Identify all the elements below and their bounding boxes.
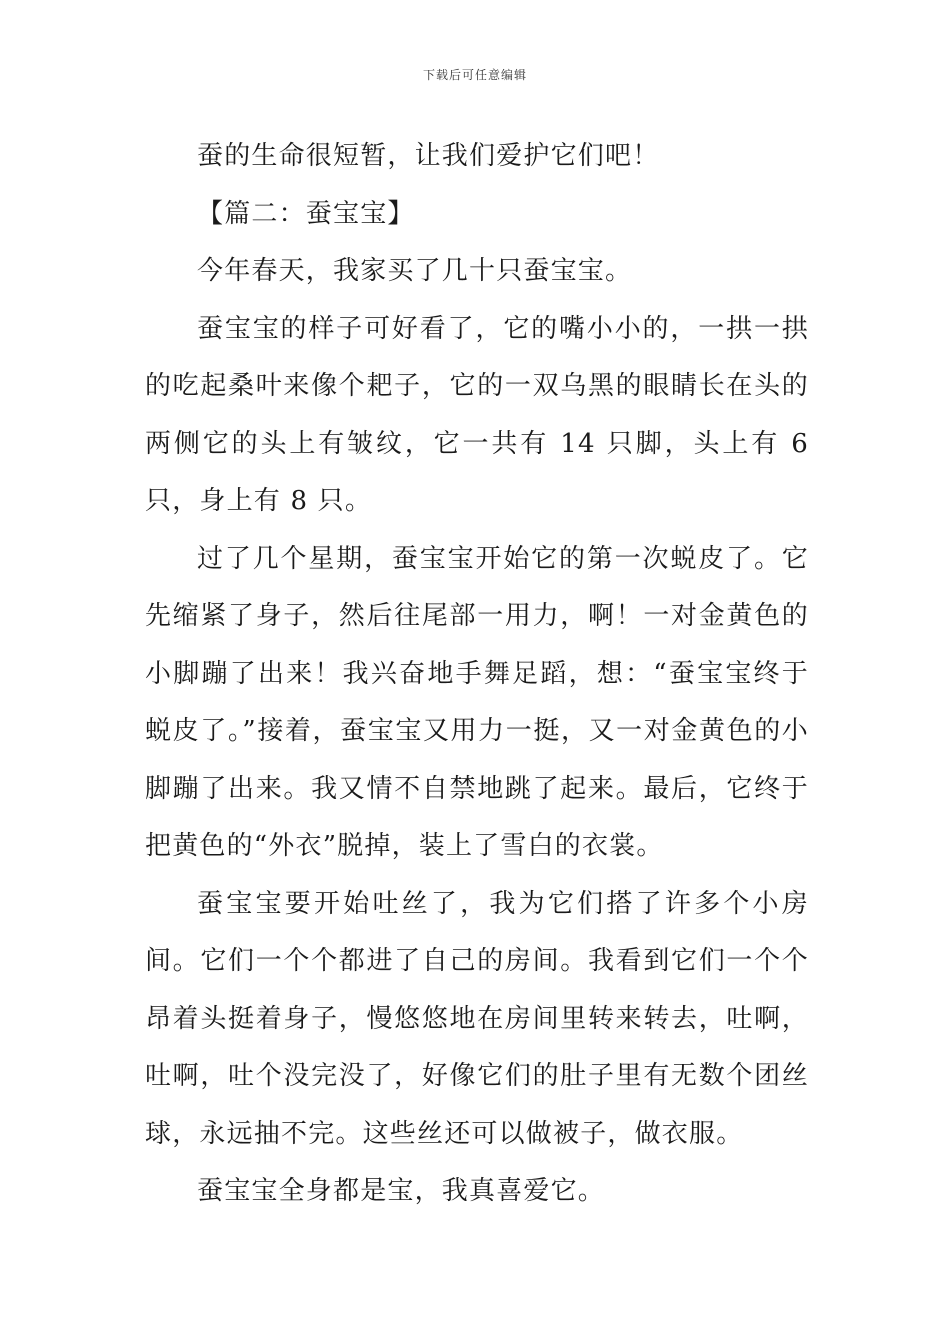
page-header: 下载后可任意编辑 xyxy=(422,68,527,82)
paragraph: 今年春天，我家买了几十只蚕宝宝。 xyxy=(197,256,633,286)
paragraph: 蚕的生命很短暂，让我们爱护它们吧！ xyxy=(197,141,660,171)
paragraph: 蚕宝宝的样子可好看了，它的嘴小小的，一拱一拱的吃起桑叶来像个耙子，它的一双乌黑的眼睛长在头的两侧它的头上有皱纹，它一共有 14 只脚，头上有 6 只，身上有 8 只。 xyxy=(145,313,809,516)
article-body xyxy=(145,128,809,1221)
paragraph: 蚕宝宝要开始吐丝了，我为它们搭了许多个小房间。它们一个个都进了自己的房间。我看到它们一个个昂着头挺着身子，慢悠悠地在房间里转来转去，吐啊，吐啊，吐个没完没了，好像它们的肚子里有无数个团丝球，永远抽不完。这些丝还可以做被子，做衣服。 xyxy=(145,888,809,1149)
paragraph: 过了几个星期，蚕宝宝开始它的第一次蜕皮了。它先缩紧了身子，然后往尾部一用力，啊！一对金黄色的小脚蹦了出来！我兴奋地手舞足蹈，想：“蚕宝宝终于蜕皮了。”接着，蚕宝宝又用力一挺，又一对金黄色的小脚蹦了出来。我又情不自禁地跳了起来。最后，它终于把黄色的“外衣”脱掉，装上了雪白的衣裳。 xyxy=(145,543,809,861)
section-heading: 【篇二：蚕宝宝】 xyxy=(197,198,415,229)
paragraph: 蚕宝宝全身都是宝，我真喜爱它。 xyxy=(197,1176,606,1206)
